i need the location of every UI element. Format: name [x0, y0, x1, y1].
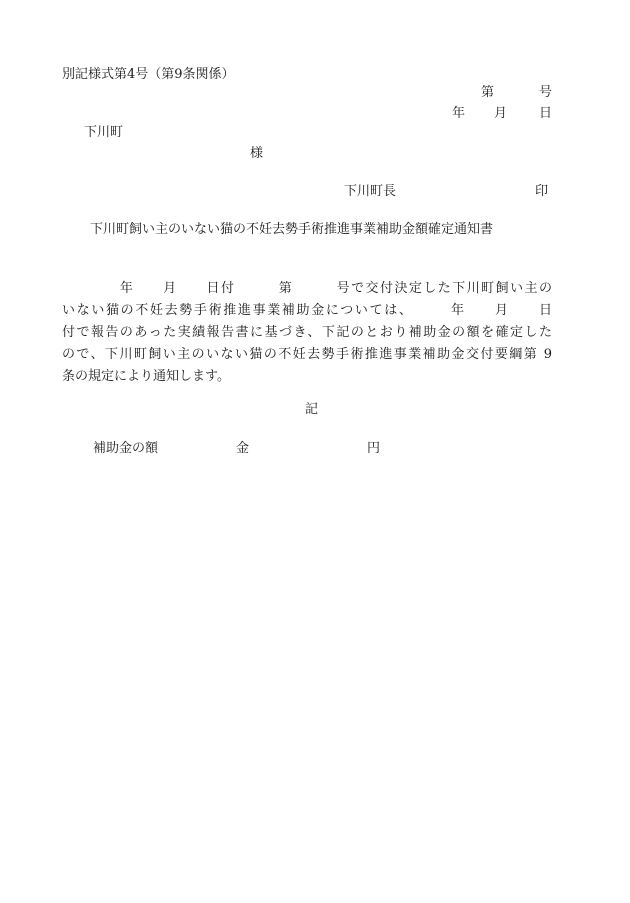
number-dai: 第: [481, 85, 495, 100]
date-year: 年: [452, 106, 466, 121]
sender-title: 下川町長: [344, 184, 397, 199]
addressee-town: 下川町: [84, 125, 124, 140]
number-go: 号: [539, 85, 553, 100]
date-day: 日: [539, 106, 553, 121]
body-line: 年 月 日付 第 号で交付決定した下川町飼い主の: [62, 281, 552, 296]
body-line: ので、下川町飼い主のいない猫の不妊去勢手術推進事業補助金交付要綱第 9: [62, 347, 552, 362]
form-label: 別記様式第4号（第9条関係）: [62, 67, 235, 82]
ki-heading: 記: [305, 402, 319, 417]
body-line: 条の規定により通知します。: [62, 369, 230, 384]
amount-yen: 円: [367, 441, 381, 456]
body-line: 付で報告のあった実績報告書に基づき、下記のとおり補助金の額を確定した: [62, 325, 552, 340]
document-title: 下川町飼い主のいない猫の不妊去勢手術推進事業補助金額確定通知書: [90, 222, 494, 237]
date-month: 月: [494, 106, 508, 121]
amount-label: 補助金の額: [93, 441, 159, 456]
addressee-honorific: 様: [250, 146, 264, 161]
body-paragraph: [62, 278, 552, 388]
amount-kin: 金: [236, 441, 250, 456]
seal-mark: 印: [535, 184, 549, 199]
body-line: いない猫の不妊去勢手術推進事業補助金については、 年 月 日: [62, 303, 552, 318]
